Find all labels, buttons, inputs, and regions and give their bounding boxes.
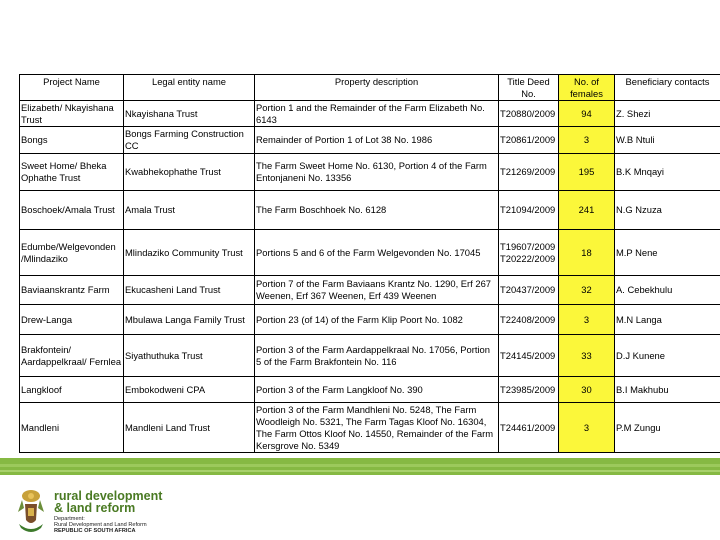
header-project-name: Project Name: [20, 75, 124, 101]
project-name: Edumbe/Welgevonden /Mlindaziko: [20, 230, 124, 276]
land-reform-table: [19, 74, 720, 453]
property-description: The Farm Boschhoek No. 6128: [255, 191, 499, 230]
coat-of-arms-icon: [14, 488, 48, 536]
title-deed: T19607/2009 T20222/2009: [499, 230, 559, 276]
department-text: Department: Rural Development and Land Reform REPUBLIC OF SOUTH AFRICA: [54, 516, 147, 535]
project-name: Sweet Home/ Bheka Ophathe Trust: [20, 154, 124, 191]
females-count: 18: [559, 230, 615, 276]
beneficiary-contact: D.J Kunene: [615, 335, 720, 377]
title-deed: T21094/2009: [499, 191, 559, 230]
department-logo: [14, 488, 254, 538]
title-deed: T21269/2009: [499, 154, 559, 191]
header-beneficiary-contacts: Beneficiary contacts: [615, 75, 720, 101]
property-description: Portion 23 (of 14) of the Farm Klip Poort No. 1082: [255, 305, 499, 335]
beneficiary-contact: P.M Zungu: [615, 403, 720, 453]
legal-entity: Siyathuthuka Trust: [124, 335, 255, 377]
beneficiary-contact: A. Cebekhulu: [615, 276, 720, 305]
legal-entity: Bongs Farming Construction CC: [124, 127, 255, 154]
header-females: No. of females: [559, 75, 615, 101]
females-count: 94: [559, 101, 615, 127]
table-row: [20, 101, 720, 127]
header-property-description: Property description: [255, 75, 499, 101]
females-count: 3: [559, 403, 615, 453]
beneficiary-contact: M.N Langa: [615, 305, 720, 335]
beneficiary-contact: B.K Mnqayi: [615, 154, 720, 191]
beneficiary-contact: N.G Nzuza: [615, 191, 720, 230]
project-name: Mandleni: [20, 403, 124, 453]
beneficiary-contact: W.B Ntuli: [615, 127, 720, 154]
legal-entity: Nkayishana Trust: [124, 101, 255, 127]
brand-name: rural development & land reform: [54, 489, 163, 515]
project-name: Drew-Langa: [20, 305, 124, 335]
table-row: [20, 305, 720, 335]
property-description: Portion 3 of the Farm Aardappelkraal No. 17056, Portion 5 of the Farm Brakfontein No. 116: [255, 335, 499, 377]
property-description: Portion 3 of the Farm Mandhleni No. 5248, The Farm Woodleigh No. 5321, The Farm Tagas Kloof No. 16304, The Farm Ottos Kloof No. 14550, Remainder of the Farm Kersgrove No. 5349: [255, 403, 499, 453]
beneficiary-contact: Z. Shezi: [615, 101, 720, 127]
legal-entity: Mbulawa Langa Family Trust: [124, 305, 255, 335]
property-description: Remainder of Portion 1 of Lot 38 No. 1986: [255, 127, 499, 154]
property-description: Portion 7 of the Farm Baviaans Krantz No. 1290, Erf 267 Weenen, Erf 367 Weenen, Erf 439 Weenen: [255, 276, 499, 305]
title-deed: T20437/2009: [499, 276, 559, 305]
legal-entity: Amala Trust: [124, 191, 255, 230]
property-description: Portion 3 of the Farm Langkloof No. 390: [255, 377, 499, 403]
table-header-row: [20, 75, 720, 101]
beneficiary-contact: B.I Makhubu: [615, 377, 720, 403]
table-row: [20, 276, 720, 305]
females-count: 30: [559, 377, 615, 403]
females-count: 3: [559, 305, 615, 335]
legal-entity: Kwabhekophathe Trust: [124, 154, 255, 191]
title-deed: T20861/2009: [499, 127, 559, 154]
table-row: [20, 403, 720, 453]
footer-stripe: [0, 470, 720, 472]
footer-bar: [0, 458, 720, 475]
table-row: [20, 191, 720, 230]
title-deed: T24461/2009: [499, 403, 559, 453]
project-name: Bongs: [20, 127, 124, 154]
legal-entity: Embokodweni CPA: [124, 377, 255, 403]
beneficiary-contact: M.P Nene: [615, 230, 720, 276]
table-row: [20, 127, 720, 154]
table-row: [20, 154, 720, 191]
project-name: Boschoek/Amala Trust: [20, 191, 124, 230]
project-name: Elizabeth/ Nkayishana Trust: [20, 101, 124, 127]
project-name: Baviaanskrantz Farm: [20, 276, 124, 305]
property-description: The Farm Sweet Home No. 6130, Portion 4 of the Farm Entonjaneni No. 13356: [255, 154, 499, 191]
legal-entity: Ekucasheni Land Trust: [124, 276, 255, 305]
property-description: Portions 5 and 6 of the Farm Welgevonden No. 17045: [255, 230, 499, 276]
females-count: 241: [559, 191, 615, 230]
females-count: 32: [559, 276, 615, 305]
header-title-deed: Title Deed No.: [499, 75, 559, 101]
females-count: 3: [559, 127, 615, 154]
females-count: 33: [559, 335, 615, 377]
females-count: 195: [559, 154, 615, 191]
title-deed: T24145/2009: [499, 335, 559, 377]
project-name: Langkloof: [20, 377, 124, 403]
property-description: Portion 1 and the Remainder of the Farm Elizabeth No. 6143: [255, 101, 499, 127]
table-row: [20, 377, 720, 403]
title-deed: T20880/2009: [499, 101, 559, 127]
title-deed: T22408/2009: [499, 305, 559, 335]
table-row: [20, 230, 720, 276]
legal-entity: Mandleni Land Trust: [124, 403, 255, 453]
header-legal-entity: Legal entity name: [124, 75, 255, 101]
footer-stripe: [0, 464, 720, 467]
title-deed: T23985/2009: [499, 377, 559, 403]
legal-entity: Mlindaziko Community Trust: [124, 230, 255, 276]
table-row: [20, 335, 720, 377]
project-name: Brakfontein/ Aardappelkraal/ Fernlea: [20, 335, 124, 377]
